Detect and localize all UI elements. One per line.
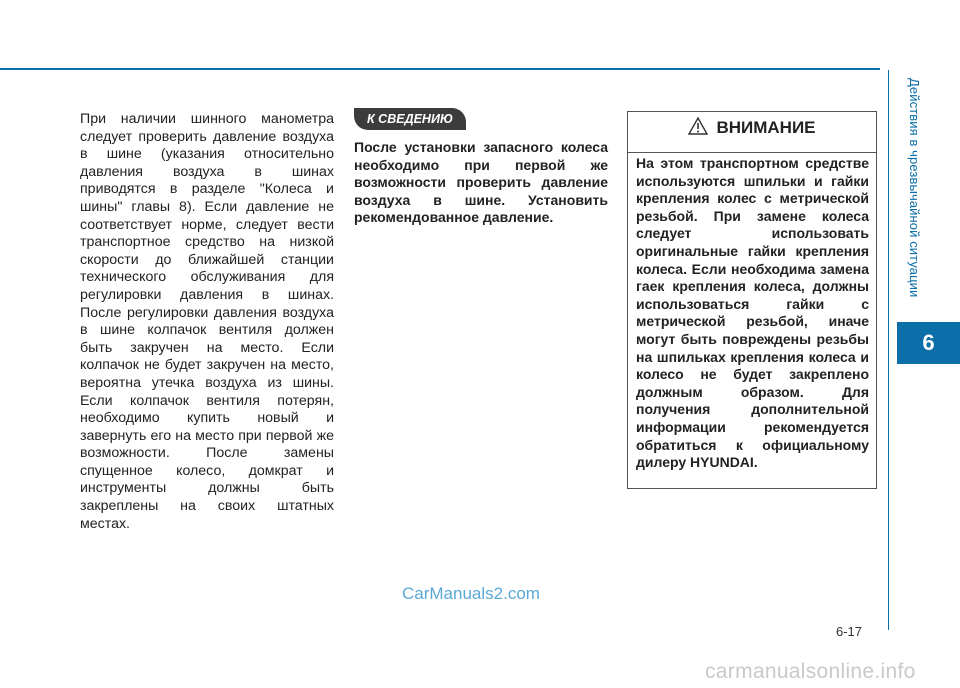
watermark-link[interactable]: CarManuals2.com	[402, 584, 540, 603]
warning-divider	[628, 152, 876, 153]
page-number: 6-17	[836, 624, 863, 639]
header-rule	[0, 68, 880, 70]
body-text-column-1: При наличии шинного манометра следует проверить давление воздуха в шине (указания относительно давления воздуха в шинах приводятся в разделе "Колеса и шины" главы 8). Если давление не соответствует норме, следует вести транспортное средство на низкой скорости до ближайшей станции технического обслуживания для регулировки давления в шинах. После регулировки давления воздуха в шине колпачок вентиля должен быть закручен на место. Если колпачок не будет закручен на место, вероятна утечка воздуха из шины. Если колпачок вентиля потерян, необходимо купить новый и завернуть его на место при первой же возможности. После замены спущенное колесо, домкрат и инструменты должны быть закреплены на своих штатных местах.	[80, 111, 334, 532]
footer-watermark: carmanualsonline.info	[705, 660, 916, 683]
warning-header	[628, 112, 876, 144]
warning-title: ВНИМАНИЕ	[716, 118, 816, 137]
side-rule	[888, 70, 889, 630]
section-side-title: Действия в чрезвычайной ситуации	[907, 78, 922, 298]
warning-box	[627, 111, 877, 489]
chapter-tab[interactable]	[897, 322, 960, 364]
warning-text: На этом транспортном средстве используются шпильки и гайки крепления колес с метрической резьбой. При замене колеса следует использовать оригинальные гайки крепления колеса. Если необходима замена гаек крепления колеса, должны использоваться гайки с метрической резьбой, иначе могут быть повреждены резьбы на шпильках крепления колеса и колесо не будет закреплено должным образом. Для получения дополнительной информации рекомендуется обратиться к официальному дилеру HYUNDAI.	[636, 155, 869, 471]
info-text: После установки запасного колеса необходимо при первой же возможности проверить давление воздуха в шине. Установить рекомендованное давление.	[354, 139, 608, 226]
info-badge: К СВЕДЕНИЮ	[354, 108, 466, 130]
chapter-number: 6	[922, 330, 935, 355]
warning-triangle-icon	[688, 117, 708, 140]
